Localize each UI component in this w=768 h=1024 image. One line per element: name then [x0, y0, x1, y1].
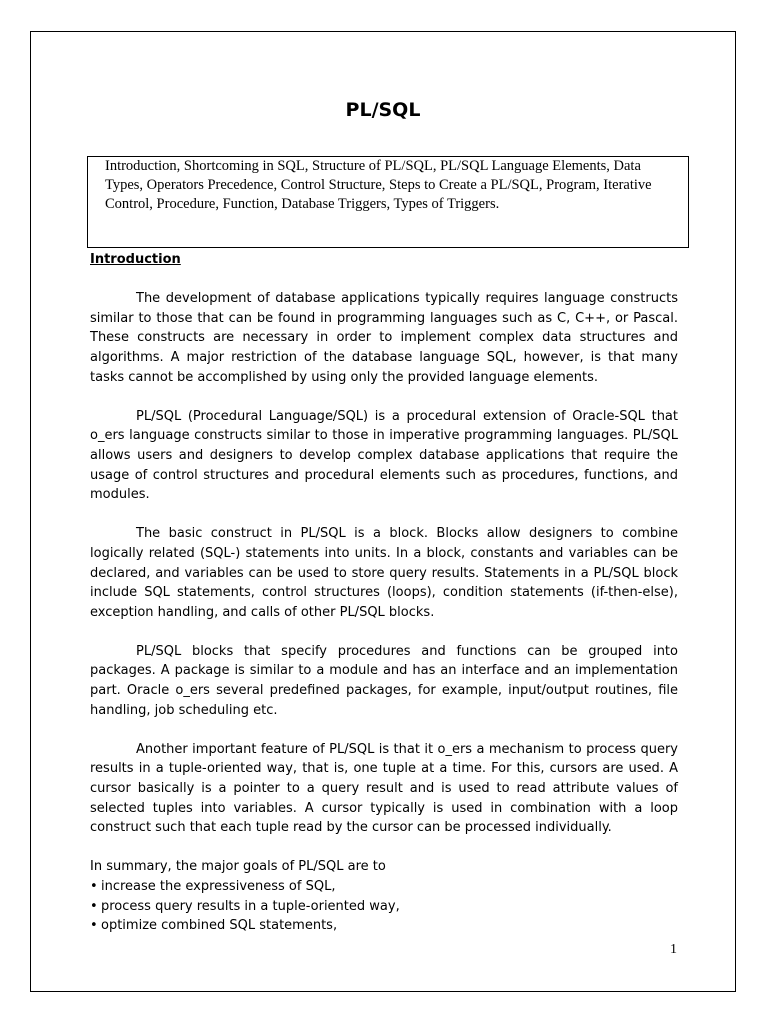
section-heading: Introduction [90, 252, 181, 267]
page-title: PL/SQL [345, 99, 421, 121]
paragraph: The basic construct in PL/SQL is a block. Blocks allow designers to combine logically related (SQL-) statements into units. In a block, constants and variables can be declared, and variables can be used to store query results. Statements in a PL/SQL block include SQL statements, control structures (loops), condition statements (if-then-else), exception handling, and calls of other PL/SQL blocks. [90, 526, 678, 620]
topics-box: Introduction, Shortcoming in SQL, Structure of PL/SQL, PL/SQL Language Elements, Data Types, Operators Precedence, Control Structure, Steps to Create a PL/SQL, Program, Iterative Control, Procedure, Function, Database Triggers, Types of Triggers. [87, 156, 689, 248]
page-number: 1 [670, 942, 677, 957]
list-item [90, 897, 678, 917]
list-item-text: increase the expressiveness of SQL, [101, 879, 336, 894]
paragraph: PL/SQL blocks that specify procedures and functions can be grouped into packages. A package is similar to a module and has an interface and an implementation part. Oracle o_ers several predefined packages, for example, input/output routines, file handling, job scheduling etc. [90, 643, 678, 718]
paragraph: PL/SQL (Procedural Language/SQL) is a procedural extension of Oracle-SQL that o_ers language constructs similar to those in imperative programming languages. PL/SQL allows users and designers to develop complex database applications that require the usage of control structures and procedural elements such as procedures, functions, and modules. [90, 408, 678, 503]
list-item [90, 877, 678, 897]
paragraph: Another important feature of PL/SQL is that it o_ers a mechanism to process query results in a tuple-oriented way, that is, one tuple at a time. For this, cursors are used. A cursor basically is a pointer to a query result and is used to read attribute values of selected tuples into variables. A cursor typically is used in combination with a loop construct such that each tuple read by the cursor can be processed individually. [90, 741, 678, 836]
goals-list [90, 877, 678, 936]
list-item-text: optimize combined SQL statements, [101, 918, 338, 934]
bullet-icon: • [90, 898, 98, 914]
summary-intro: In summary, the major goals of PL/SQL are to [90, 859, 386, 875]
list-item-text: process query results in a tuple-oriented way, [101, 898, 400, 914]
bullet-icon: • [90, 918, 98, 934]
list-item [90, 916, 678, 936]
document-page [30, 31, 736, 992]
paragraph: The development of database applications typically requires language constructs similar to those that can be found in programming languages such as C, C++, or Pascal. These constructs are necessary in order to implement complex data structures and algorithms. A major restriction of the database language SQL, however, is that many tasks cannot be accomplished by using only the provided language elements. [90, 291, 678, 385]
bullet-icon: • [90, 879, 98, 894]
document-body [90, 248, 678, 936]
